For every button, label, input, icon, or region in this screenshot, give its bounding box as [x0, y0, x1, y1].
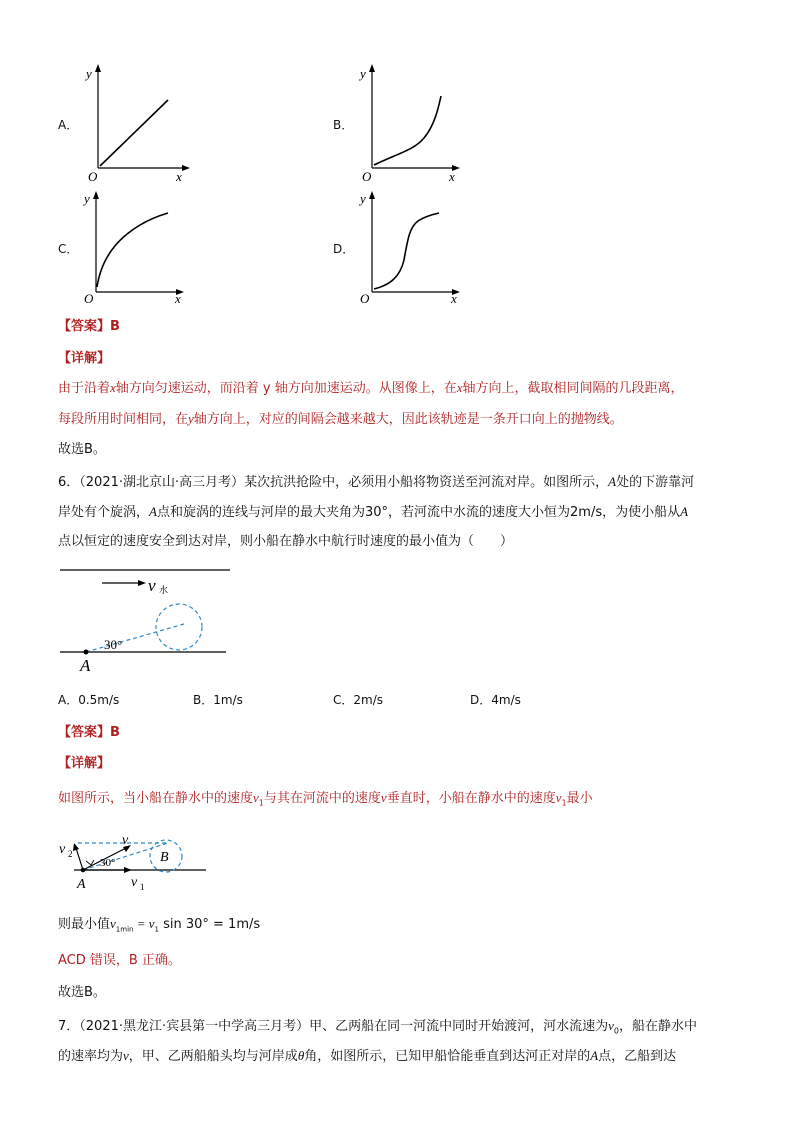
q6-min-value-line: 则最小值$v_{1min} = v_1$ sin 30° = 1m/s	[58, 916, 261, 934]
svg-text:x: x	[175, 291, 181, 306]
option-b-label: B．	[333, 118, 354, 132]
svg-text:y: y	[84, 191, 90, 206]
svg-text:v: v	[59, 842, 66, 857]
q6-option-b: B．1m/s	[193, 693, 243, 707]
svg-text:1: 1	[140, 882, 145, 892]
q6-detail-line: 如图所示，当小船在静水中的速度$v_1$与其在河流中的速度v垂直时，小船在静水中的速度$v_1$最小	[58, 790, 593, 808]
svg-text:y: y	[86, 66, 92, 81]
q6-conclusion: 故选B。	[58, 985, 106, 1000]
svg-text:x: x	[176, 169, 182, 184]
option-a-label: A．	[58, 118, 79, 132]
q6-detail-figure	[56, 828, 216, 898]
svg-text:O: O	[88, 169, 98, 184]
svg-text:v: v	[131, 875, 138, 890]
svg-text:A: A	[80, 656, 91, 675]
svg-text:O: O	[360, 291, 370, 306]
svg-text:30°: 30°	[104, 637, 123, 652]
q6-option-a: A．0.5m/s	[58, 693, 120, 707]
svg-text:v: v	[122, 833, 129, 848]
svg-text:水: 水	[159, 585, 169, 595]
q5-conclusion: 故选B。	[58, 442, 106, 457]
graph-d	[354, 185, 474, 310]
graph-d-curve	[374, 213, 439, 289]
graph-b	[354, 60, 474, 185]
option-d-label: D．	[333, 242, 355, 256]
q6-figure	[58, 560, 233, 680]
svg-text:O: O	[362, 169, 372, 184]
graph-c-curve	[97, 213, 168, 287]
svg-text:O: O	[84, 291, 94, 306]
option-c-label: C．	[58, 242, 79, 256]
svg-text:x: x	[451, 291, 457, 306]
q6-stem-line-1: 6．（2021·湖北京山·高三月考）某次抗洪抢险中，必须用小船将物资送至河流对岸。如图所示，A处的下游靠河	[58, 474, 695, 490]
svg-text:B: B	[160, 850, 169, 865]
q7-stem-line-2: 的速率均为v，甲、乙两船船头均与河岸成θ角，如图所示，已知甲船恰能垂直到达河正对岸的A点，乙船到达	[58, 1048, 677, 1064]
svg-text:y: y	[360, 191, 366, 206]
q6-detail-tag: 【详解】	[58, 756, 111, 771]
q5-detail-tag: 【详解】	[58, 351, 111, 366]
q5-detail-line-2: 每段所用时间相同，在y轴方向上，对应的间隔会越来越大，因此该轨迹是一条开口向上的抛物线。	[58, 411, 623, 427]
graph-c	[80, 185, 200, 310]
q6-stem-line-2: 岸处有个旋涡，A点和旋涡的连线与河岸的最大夹角为30°，若河流中水流的速度大小恒为2m/s，为使小船从A	[58, 504, 689, 520]
v2-arrow	[76, 848, 83, 870]
whirlpool-circle	[156, 604, 202, 650]
q7-stem-line-1: 7．（2021·黑龙江·宾县第一中学高三月考）甲、乙两船在同一河流中同时开始渡河，河水流速为$v_0$，船在静水中	[58, 1018, 698, 1036]
q6-stem-line-3: 点以恒定的速度安全到达对岸，则小船在静水中航行时速度的最小值为（ ）	[58, 534, 514, 549]
svg-text:x: x	[449, 169, 455, 184]
svg-text:v: v	[148, 576, 156, 595]
q6-option-d: D．4m/s	[470, 693, 521, 707]
graph-b-curve	[374, 96, 441, 165]
svg-text:2: 2	[68, 849, 73, 859]
graph-a	[80, 60, 200, 185]
q5-detail-line-1: 由于沿着x轴方向匀速运动，而沿着 y 轴方向加速运动。从图像上，在x轴方向上，截取相同间隔的几段距离，	[58, 380, 684, 396]
svg-text:A: A	[77, 877, 86, 892]
q6-option-c: C．2m/s	[333, 693, 383, 707]
q6-answer-tag: 【答案】B	[58, 725, 120, 740]
svg-text:30°: 30°	[100, 857, 116, 869]
graph-a-curve	[100, 100, 168, 166]
svg-text:y: y	[360, 66, 366, 81]
q6-judge: ACD 错误，B 正确。	[58, 953, 181, 968]
q5-answer-tag: 【答案】B	[58, 319, 120, 334]
